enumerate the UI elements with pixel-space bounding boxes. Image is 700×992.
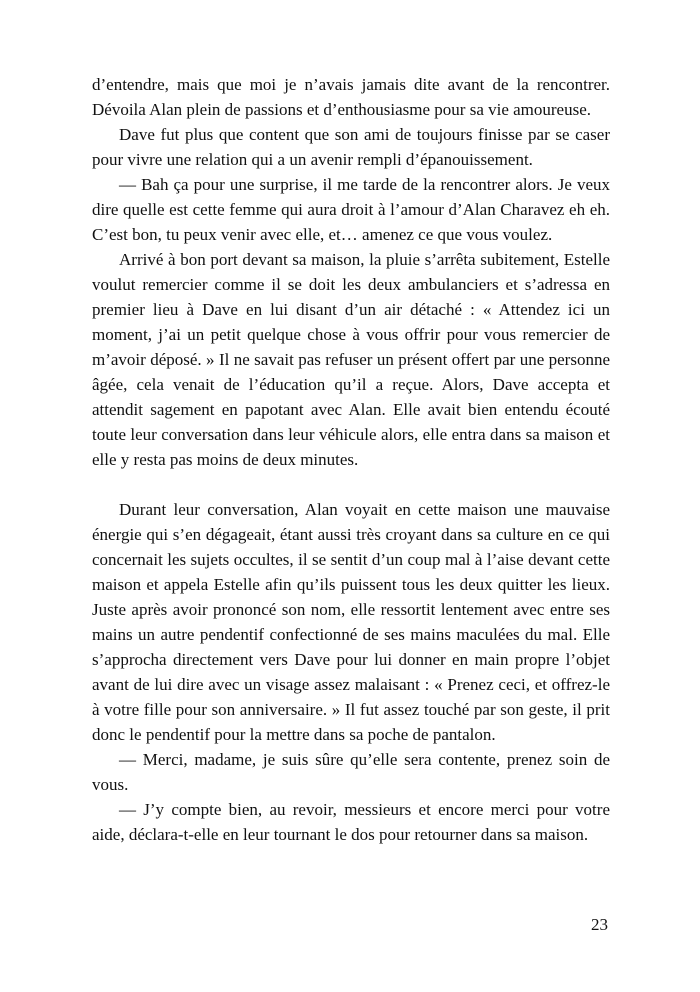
paragraph-conversation: Durant leur conversation, Alan voyait en cette maison une mauvaise énergie qui s’en dégageait, étant aussi très croyant dans sa culture en ce qui concernait les sujets occultes, il se sentit d’un coup mal à l’aise devant cette maison et appela Estelle afin qu’ils puissent tous les deux quitter les lieux. Juste après avoir prononcé son nom, elle ressortit lentement avec entre ses mains un autre pendentif confectionné de ses mains maculées du mal. Elle s’approcha directement vers Dave pour lui donner en main propre l’objet avant de lui dire avec un visage assez malaisant : « Prenez ceci, et offrez-le à votre fille pour son anniversaire. » Il fut assez touché par son geste, il prit donc le pendentif pour la mettre dans sa poche de pantalon. [92,500,610,744]
page-number: 23 [591,915,608,934]
page-body [92,72,610,847]
paragraph-dialogue-dave: — Bah ça pour une surprise, il me tarde de la rencontrer alors. Je veux dire quelle est cette femme qui aura droit à l’amour d’Alan Charavez eh eh. C’est bon, tu peux venir avec elle, et… amenez ce que vous voulez. [92,175,610,244]
paragraph-dialogue-estelle: — J’y compte bien, au revoir, messieurs et encore merci pour votre aide, déclara-t-elle en leur tournant le dos pour retourner dans sa maison. [92,800,610,844]
paragraph-dialogue-merci: — Merci, madame, je suis sûre qu’elle sera contente, prenez soin de vous. [92,750,610,794]
paragraph-continuation: d’entendre, mais que moi je n’avais jamais dite avant de la rencontrer. Dévoila Alan plein de passions et d’enthousiasme pour sa vie amoureuse. [92,75,610,119]
paragraph-arrival: Arrivé à bon port devant sa maison, la pluie s’arrêta subitement, Estelle voulut remercier comme il se doit les deux ambulanciers et s’adressa en premier lieu à Dave en lui disant d’un air détaché : « Attendez ici un moment, j’ai un petit quelque chose à vous offrir pour vous remercier de m’avoir déposé. » Il ne savait pas refuser un présent offert par une personne âgée, cela venait de l’éducation qu’il a reçue. Alors, Dave accepta et attendit sagement en papotant avec Alan. Elle avait bien entendu écouté toute leur conversation dans leur véhicule alors, elle entra dans sa maison et elle y resta pas moins de deux minutes. [92,250,610,469]
paragraph-dave-content: Dave fut plus que content que son ami de toujours finisse par se caser pour vivre une relation qui a un avenir rempli d’épanouissement. [92,125,610,169]
